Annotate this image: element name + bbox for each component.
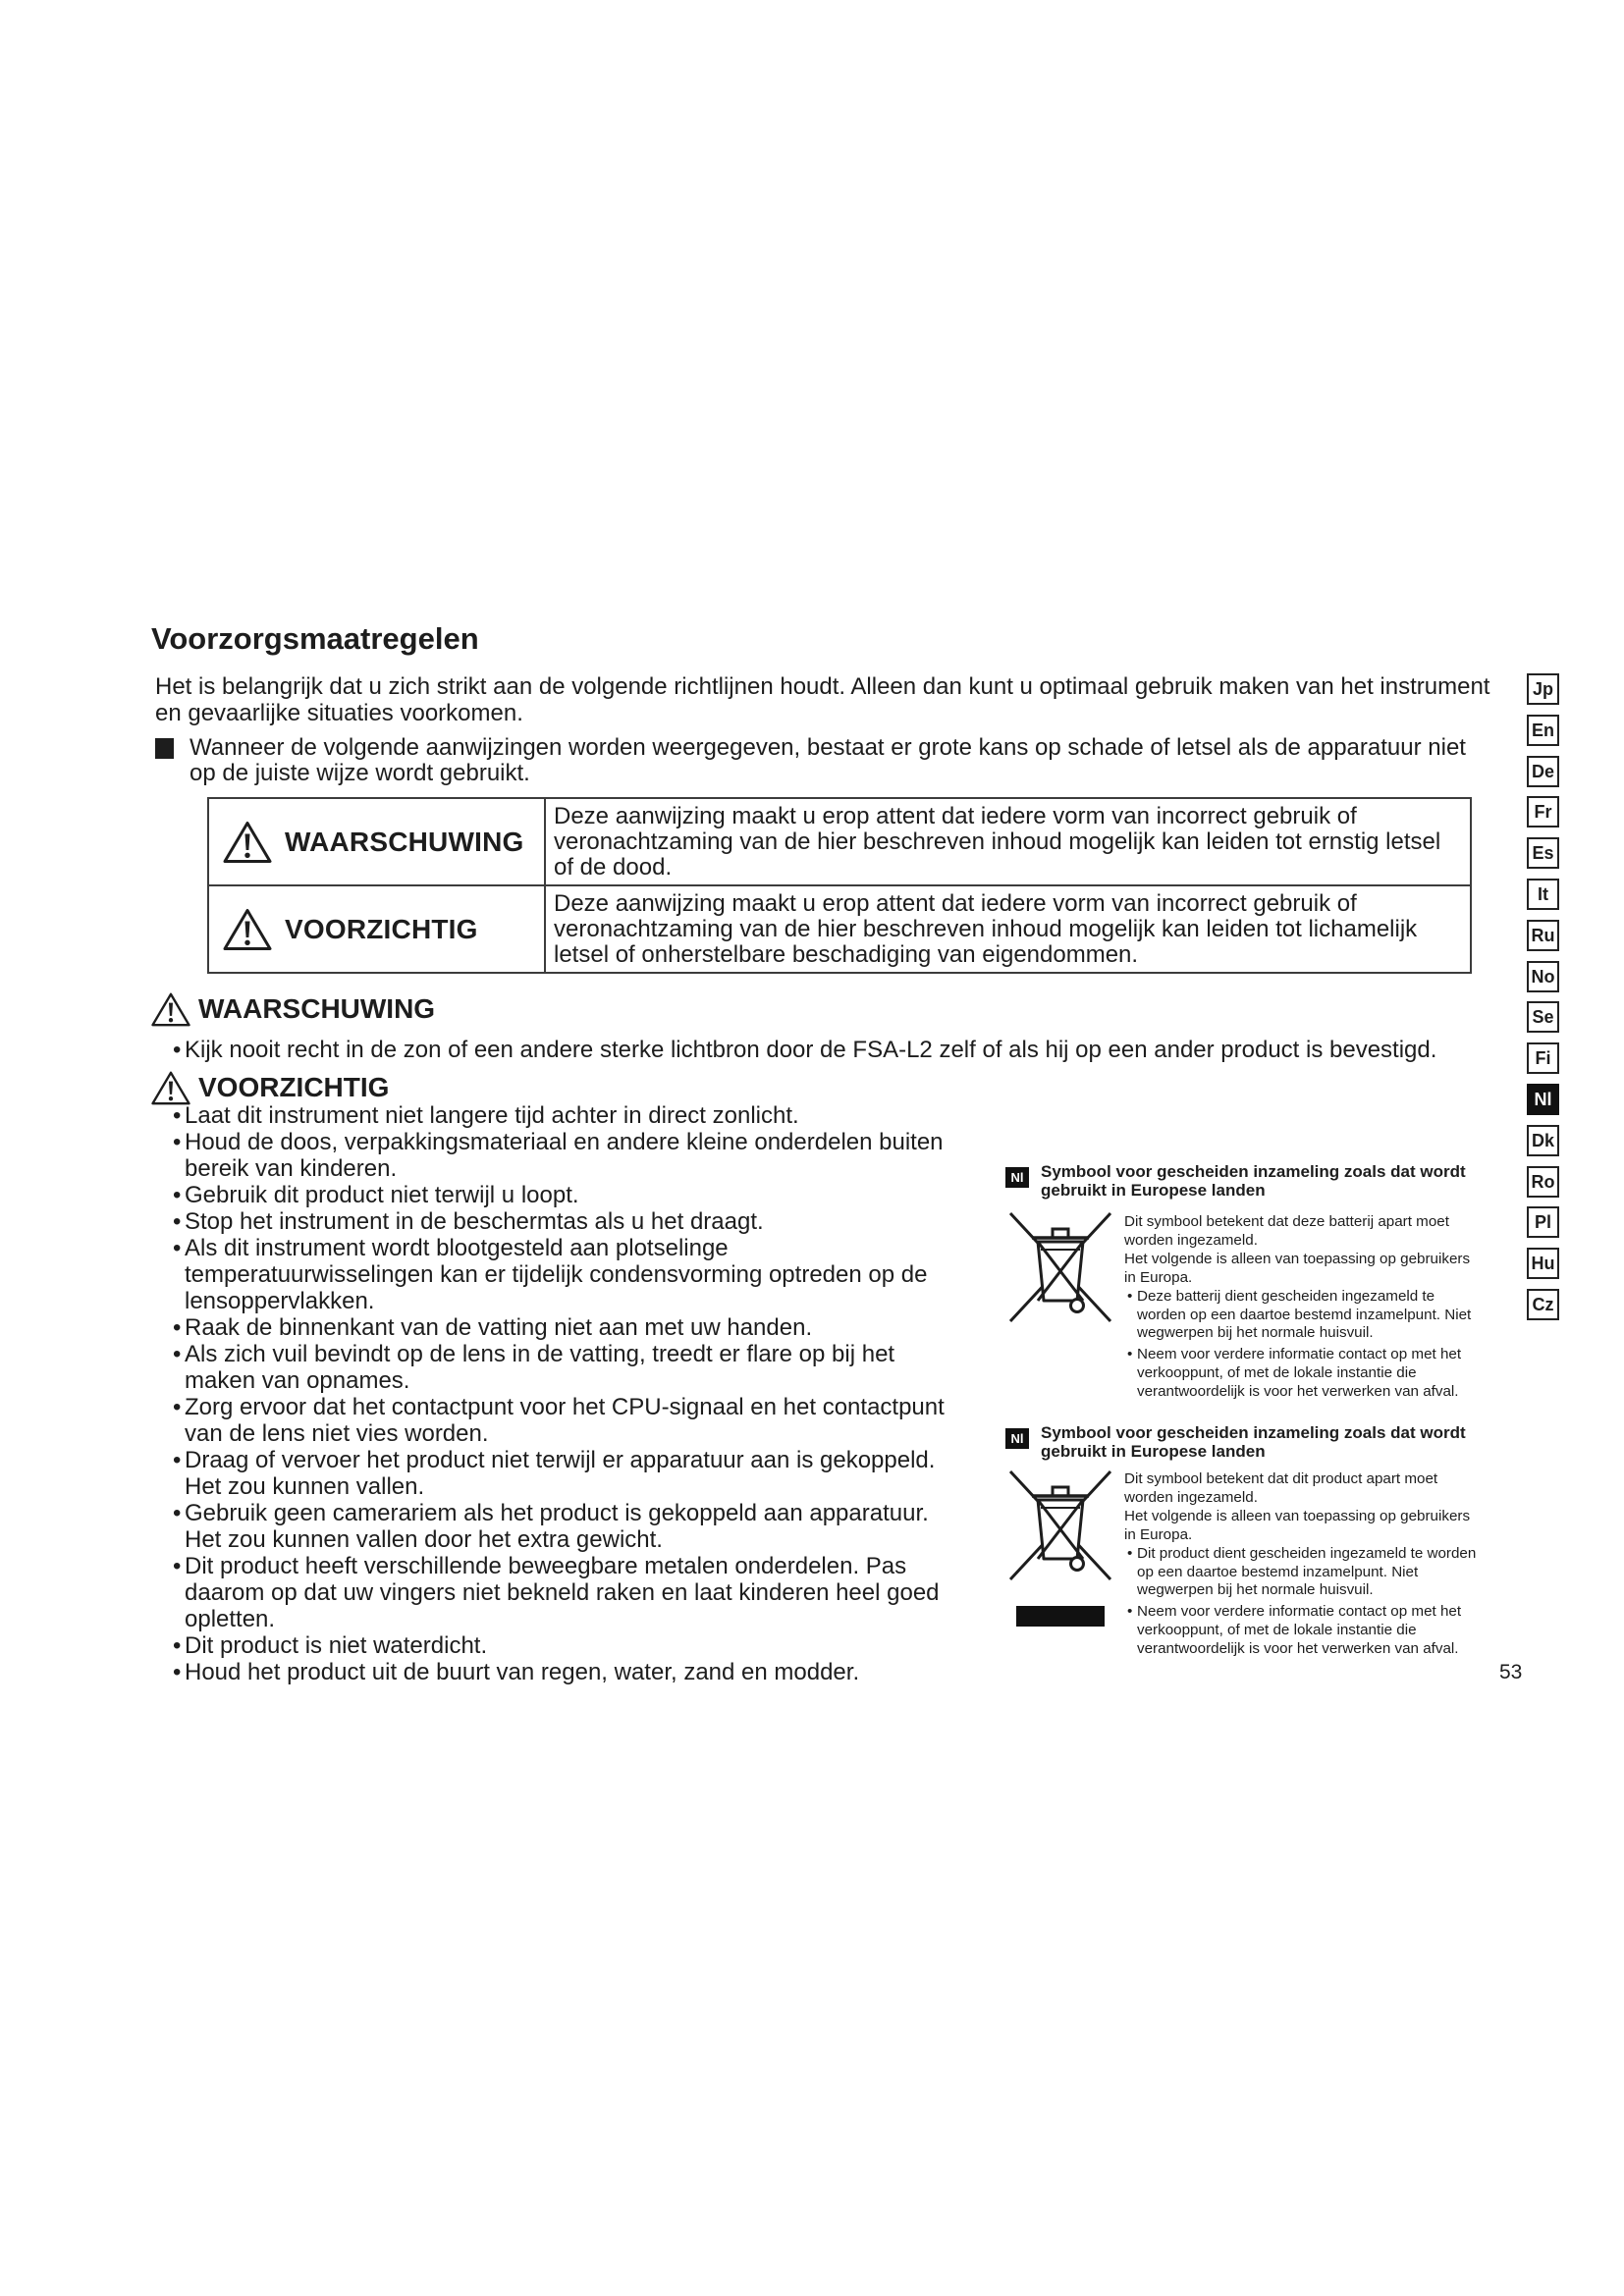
table-description: Deze aanwijzing maakt u erop attent dat iedere vorm van incorrect gebruik of veronachtzaming van de hier beschreven inhoud mogelijk kan leiden tot ernstig letsel of de dood. (554, 803, 1441, 881)
list-item: • Raak de binnenkant van de vatting niet aan met uw handen. (173, 1314, 970, 1341)
notice-text: Wanneer de volgende aanwijzingen worden weergegeven, bestaat er grote kans op schade of letsel als de apparatuur niet op de juiste wijze wordt gebruikt. (189, 734, 1466, 786)
language-tab-pl: Pl (1527, 1206, 1559, 1238)
signal-word-table (207, 797, 1472, 974)
language-tab-fi: Fi (1527, 1042, 1559, 1074)
warning-triangle-icon (222, 907, 273, 952)
square-bullet-icon (155, 738, 174, 759)
warning-heading-text: WAARSCHUWING (198, 993, 436, 1024)
language-tab-nl: Nl (1527, 1084, 1559, 1115)
language-tab-hu: Hu (1527, 1248, 1559, 1279)
disposal-title: Symbool voor gescheiden inzameling zoals dat wordt gebruikt in Europese landen (1041, 1423, 1466, 1461)
language-tab-es: Es (1527, 837, 1559, 869)
caution-heading-text: VOORZICHTIG (198, 1072, 390, 1102)
disposal-list (1124, 1288, 1480, 1402)
table-label-cell (209, 799, 546, 884)
table-label: WAARSCHUWING (285, 826, 524, 857)
caution-heading (150, 1068, 389, 1107)
disposal-meaning: Dit symbool betekent dat dit product apart moet worden ingezameld. (1124, 1470, 1438, 1506)
table-label: VOORZICHTIG (285, 913, 478, 944)
list-item: • Deze batterij dient gescheiden ingezameld te worden op een daartoe bestemd inzamelpunt. Niet wegwerpen bij het normale huisvuil. (1124, 1288, 1480, 1344)
list-item: • Neem voor verdere informatie contact op met het verkooppunt, of met de lokale instantie die verantwoordelijk is voor het verwerken van afval. (1124, 1603, 1480, 1659)
table-row-caution (209, 884, 1470, 972)
list-item: • Gebruik dit product niet terwijl u loopt. (173, 1182, 970, 1208)
page-number: 53 (1499, 1661, 1523, 1683)
crossed-out-wheelie-bin-icon (1007, 1210, 1113, 1324)
language-tab-cz: Cz (1527, 1289, 1559, 1320)
disposal-title: Symbool voor gescheiden inzameling zoals dat wordt gebruikt in Europese landen (1041, 1162, 1466, 1200)
crossed-out-wheelie-bin-icon (1007, 1468, 1113, 1582)
table-description: Deze aanwijzing maakt u erop attent dat iedere vorm van incorrect gebruik of veronachtzaming van de hier beschreven inhoud mogelijk kan leiden tot lichamelijk letsel of onherstelbare beschadiging van eigendommen. (554, 890, 1418, 968)
disposal-list (1124, 1545, 1480, 1659)
list-item: • Stop het instrument in de beschermtas als u het draagt. (173, 1208, 970, 1235)
list-item: • Dit product heeft verschillende beweegbare metalen onderdelen. Pas daarom op dat uw vingers niet bekneld raken en laat kinderen heel goed opletten. (173, 1553, 970, 1632)
language-tab-fr: Fr (1527, 796, 1559, 828)
table-row-warning (209, 799, 1470, 884)
disposal-text (1124, 1470, 1480, 1659)
warning-triangle-icon (222, 820, 273, 865)
disposal-info-product (1003, 1423, 1480, 1664)
language-tabs (1527, 673, 1559, 1320)
warning-triangle-icon (150, 991, 191, 1028)
language-tab-de: De (1527, 756, 1559, 787)
table-label-cell (209, 886, 546, 972)
list-item: • Kijk nooit recht in de zon of een andere sterke lichtbron door de FSA-L2 zelf of als hij op een ander product is bevestigd. (173, 1037, 1489, 1063)
language-badge: Nl (1005, 1167, 1029, 1188)
disposal-scope: Het volgende is alleen van toepassing op gebruikers in Europa. (1124, 1250, 1471, 1286)
caution-list (173, 1102, 970, 1685)
language-badge: Nl (1005, 1428, 1029, 1449)
warning-heading (150, 989, 435, 1029)
list-item: • Zorg ervoor dat het contactpunt voor het CPU-signaal en het contactpunt van de lens niet vies worden. (173, 1394, 970, 1447)
language-tab-it: It (1527, 879, 1559, 910)
list-item: • Gebruik geen camerariem als het product is gekoppeld aan apparatuur. Het zou kunnen vallen door het extra gewicht. (173, 1500, 970, 1553)
intro-paragraph: Het is belangrijk dat u zich strikt aan de volgende richtlijnen houdt. Alleen dan kunt u optimaal gebruik maken van het instrument en gevaarlijke situaties voorkomen. (155, 673, 1490, 726)
language-tab-jp: Jp (1527, 673, 1559, 705)
page-title: Voorzorgsmaatregelen (151, 621, 479, 656)
list-item: • Houd de doos, verpakkingsmateriaal en andere kleine onderdelen buiten bereik van kinderen. (173, 1129, 970, 1182)
solid-bar-mark (1016, 1606, 1105, 1627)
list-item: • Laat dit instrument niet langere tijd achter in direct zonlicht. (173, 1102, 970, 1129)
language-tab-no: No (1527, 961, 1559, 992)
disposal-info-battery (1003, 1162, 1480, 1403)
warning-triangle-icon (150, 1070, 191, 1106)
list-item: • Dit product is niet waterdicht. (173, 1632, 970, 1659)
list-item: • Als dit instrument wordt blootgesteld aan plotselinge temperatuurwisselingen kan er tijdelijk condensvorming optreden op de lensoppervlakken. (173, 1235, 970, 1314)
language-tab-dk: Dk (1527, 1125, 1559, 1156)
language-tab-ro: Ro (1527, 1166, 1559, 1198)
warning-list (173, 1037, 1489, 1063)
language-tab-en: En (1527, 715, 1559, 746)
list-item: • Draag of vervoer het product niet terwijl er apparatuur aan is gekoppeld. Het zou kunnen vallen. (173, 1447, 970, 1500)
list-item: • Als zich vuil bevindt op de lens in de vatting, treedt er flare op bij het maken van opnames. (173, 1341, 970, 1394)
disposal-meaning: Dit symbool betekent dat deze batterij apart moet worden ingezameld. (1124, 1213, 1449, 1249)
disposal-scope: Het volgende is alleen van toepassing op gebruikers in Europa. (1124, 1507, 1471, 1543)
list-item: • Dit product dient gescheiden ingezameld te worden op een daartoe bestemd inzamelpunt. Niet wegwerpen bij het normale huisvuil. (1124, 1545, 1480, 1601)
disposal-text (1124, 1213, 1480, 1402)
list-item: • Neem voor verdere informatie contact op met het verkooppunt, of met de lokale instantie die verantwoordelijk is voor het verwerken van afval. (1124, 1346, 1480, 1402)
notice-paragraph (155, 735, 1486, 786)
language-tab-ru: Ru (1527, 920, 1559, 951)
language-tab-se: Se (1527, 1001, 1559, 1033)
list-item: • Houd het product uit de buurt van regen, water, zand en modder. (173, 1659, 970, 1685)
